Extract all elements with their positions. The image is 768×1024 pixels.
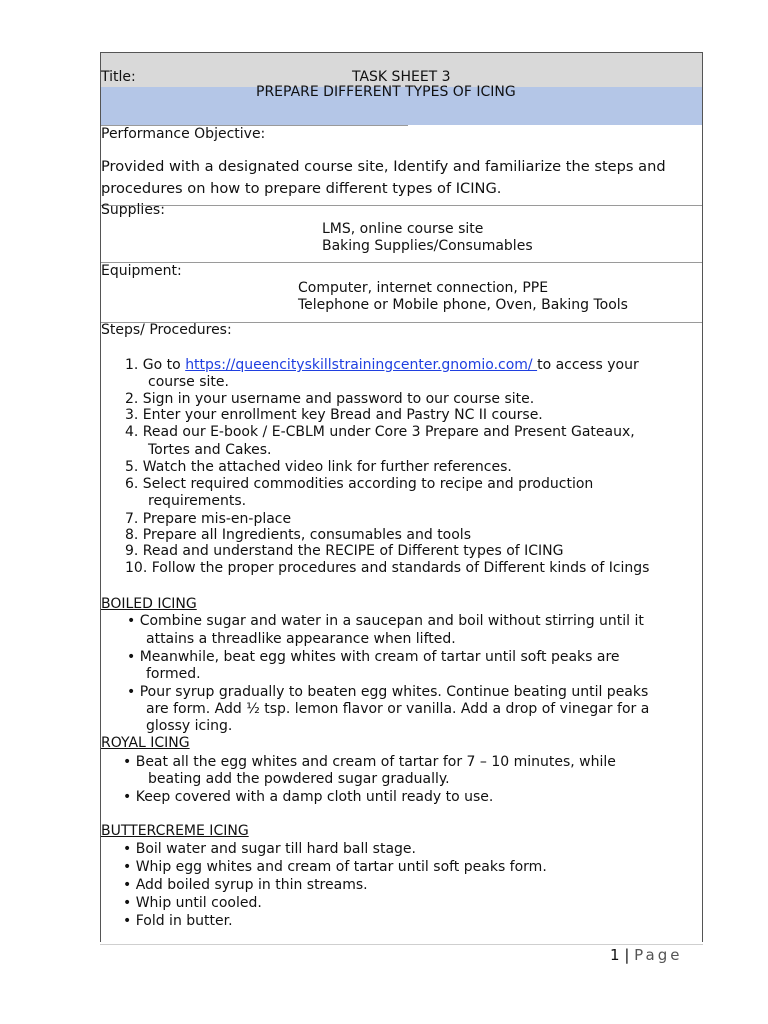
equipment-item: Computer, internet connection, PPE bbox=[298, 280, 549, 296]
objective-label: Performance Objective: bbox=[101, 126, 266, 142]
buttercreme-step: • Add boiled syrup in thin streams. bbox=[123, 877, 368, 893]
step-4: 4. Read our E-book / E-CBLM under Core 3 Prepare and Present Gateaux, bbox=[125, 424, 635, 440]
equipment-label: Equipment: bbox=[101, 263, 182, 279]
step-4-cont: Tortes and Cakes. bbox=[148, 442, 272, 458]
supply-item: Baking Supplies/Consumables bbox=[322, 238, 533, 254]
royal-step: • Beat all the egg whites and cream of tartar for 7 – 10 minutes, while bbox=[123, 754, 616, 770]
boiled-step-cont: formed. bbox=[146, 666, 201, 682]
step-1-cont: course site. bbox=[148, 374, 229, 390]
title-label: Title: bbox=[101, 69, 136, 85]
footer-divider bbox=[100, 944, 703, 945]
step-6: 6. Select required commodities according to recipe and production bbox=[125, 476, 594, 492]
step-10: 10. Follow the proper procedures and standards of Different kinds of Icings bbox=[125, 560, 650, 576]
boiled-step-cont: glossy icing. bbox=[146, 718, 233, 734]
boiled-step: • Meanwhile, beat egg whites with cream of tartar until soft peaks are bbox=[127, 649, 620, 665]
buttercreme-step: • Fold in butter. bbox=[123, 913, 233, 929]
supply-item: LMS, online course site bbox=[322, 221, 484, 237]
boiled-step: • Combine sugar and water in a saucepan and boil without stirring until it bbox=[127, 613, 644, 629]
page-number-separator: | bbox=[624, 946, 630, 964]
table-right-border bbox=[702, 52, 703, 942]
equipment-item: Telephone or Mobile phone, Oven, Baking Tools bbox=[298, 297, 628, 313]
buttercreme-step: • Whip until cooled. bbox=[123, 895, 262, 911]
step-7: 7. Prepare mis-en-place bbox=[125, 511, 292, 527]
boiled-step-cont: attains a threadlike appearance when lifted. bbox=[146, 631, 456, 647]
task-sheet-number: TASK SHEET 3 bbox=[352, 69, 451, 85]
boiled-icing-heading: BOILED ICING bbox=[101, 596, 197, 612]
step-6-cont: requirements. bbox=[148, 493, 247, 509]
steps-label: Steps/ Procedures: bbox=[101, 322, 232, 338]
step-1-text: 1. Go to bbox=[125, 357, 186, 373]
royal-icing-heading: ROYAL ICING bbox=[101, 735, 190, 751]
step-2: 2. Sign in your username and password to our course site. bbox=[125, 391, 535, 407]
page-number bbox=[610, 946, 683, 964]
boiled-step-cont: are form. Add ½ tsp. lemon flavor or vanilla. Add a drop of vinegar for a bbox=[146, 701, 650, 717]
boiled-step: • Pour syrup gradually to beaten egg whites. Continue beating until peaks bbox=[127, 684, 649, 700]
buttercreme-icing-heading: BUTTERCREME ICING bbox=[101, 823, 249, 839]
royal-step-cont: beating add the powdered sugar gradually. bbox=[148, 771, 450, 787]
step-8: 8. Prepare all Ingredients, consumables and tools bbox=[125, 527, 471, 543]
supplies-label: Supplies: bbox=[101, 202, 165, 218]
page-number-value: 1 bbox=[610, 946, 620, 964]
buttercreme-step: • Whip egg whites and cream of tartar until soft peaks form. bbox=[123, 859, 547, 875]
divider bbox=[101, 205, 702, 206]
step-1 bbox=[125, 357, 639, 374]
task-title: PREPARE DIFFERENT TYPES OF ICING bbox=[256, 84, 516, 100]
page-number-word: Page bbox=[634, 946, 683, 964]
royal-step: • Keep covered with a damp cloth until ready to use. bbox=[123, 789, 494, 805]
objective-text: procedures on how to prepare different types of ICING. bbox=[101, 180, 502, 197]
step-9: 9. Read and understand the RECIPE of Different types of ICING bbox=[125, 543, 564, 559]
divider bbox=[101, 262, 702, 263]
step-5: 5. Watch the attached video link for further references. bbox=[125, 459, 512, 475]
course-site-link[interactable]: https://queencityskillstrainingcenter.gnomio.com/ bbox=[185, 357, 538, 373]
step-3: 3. Enter your enrollment key Bread and Pastry NC II course. bbox=[125, 407, 543, 423]
buttercreme-step: • Boil water and sugar till hard ball stage. bbox=[123, 841, 416, 857]
objective-text: Provided with a designated course site, Identify and familiarize the steps and bbox=[101, 158, 666, 175]
step-1-text-end: to access your bbox=[537, 357, 639, 373]
